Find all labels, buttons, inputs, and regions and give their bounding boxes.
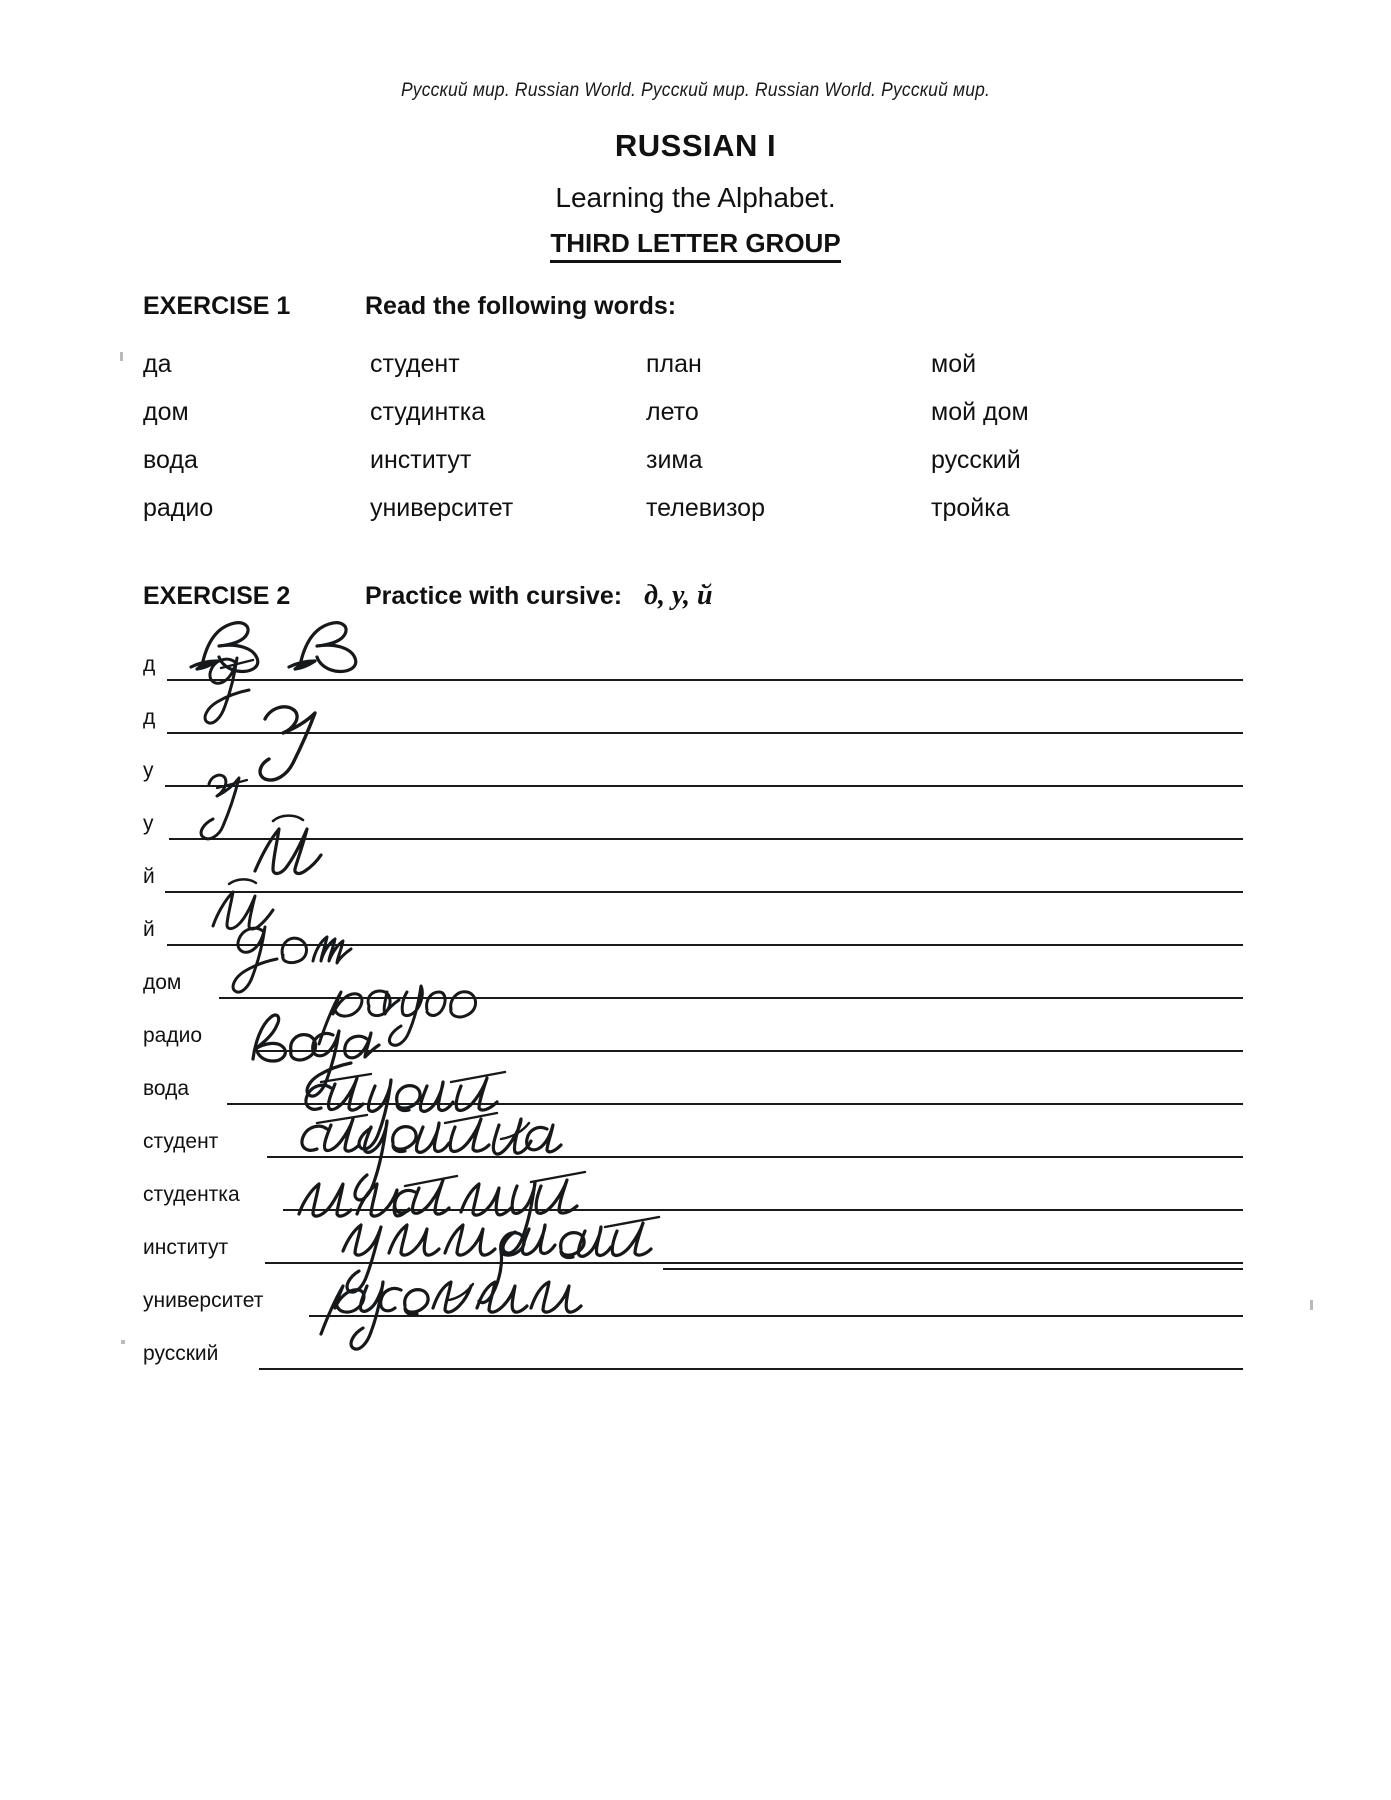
word-row [143,496,1243,544]
practice-line[interactable] [143,999,1243,1052]
word-cell: университет [370,494,514,522]
practice-line[interactable] [143,1264,1243,1317]
word-cell: студент [370,350,460,378]
scan-speck [1310,1300,1313,1310]
practice-line-label: институт [143,1236,229,1259]
practice-line[interactable] [143,1105,1243,1158]
word-cell: русский [931,446,1021,474]
practice-line-label: у [143,812,154,835]
practice-line[interactable] [143,1317,1243,1370]
running-header: Русский мир. Russian World. Русский мир. Russian World. Русский мир. [400,80,991,101]
practice-line[interactable] [143,840,1243,893]
practice-line-label: студент [143,1130,219,1153]
handwriting-ink [185,615,385,685]
word-cell: мой дом [931,398,1029,426]
exercise-1-instruction: Read the following words: [365,292,677,320]
word-cell: план [646,350,702,378]
word-list-grid [143,352,1243,544]
exercise-2-instruction: Practice with cursive: [365,582,623,610]
word-cell: институт [370,446,472,474]
practice-lines [143,628,1243,1370]
practice-line[interactable] [143,734,1243,787]
practice-line[interactable] [143,681,1243,734]
scan-speck [120,352,123,361]
practice-line[interactable] [143,893,1243,946]
practice-line-label: русский [143,1342,219,1365]
practice-line[interactable] [143,1052,1243,1105]
exercise-2-label: EXERCISE 2 [143,582,291,610]
page-subtitle: Learning the Alphabet. [555,182,836,213]
exercise-2-heading [143,580,1243,612]
practice-rule [259,1368,1243,1370]
word-cell: зима [646,446,703,474]
scan-speck [121,1340,125,1344]
word-cell: тройка [931,494,1010,522]
word-cell: да [143,350,172,378]
practice-line[interactable] [143,787,1243,840]
practice-line-label: дом [143,971,182,994]
section-title [0,228,1391,259]
practice-line[interactable] [143,1158,1243,1211]
practice-line-label: й [143,918,155,941]
word-row [143,352,1243,400]
word-row [143,448,1243,496]
practice-line-label: д [143,706,156,729]
practice-line-label: студентка [143,1183,240,1206]
word-cell: дом [143,398,189,426]
word-row [143,400,1243,448]
practice-line-label: д [143,653,156,676]
word-cell: студинтка [370,398,486,426]
word-cell: мой [931,350,977,378]
word-cell: телевизор [646,494,765,522]
exercise-1-label: EXERCISE 1 [143,292,291,320]
practice-line[interactable] [143,1211,1243,1264]
word-cell: радио [143,494,214,522]
practice-line[interactable] [143,946,1243,999]
practice-line-label: радио [143,1024,203,1047]
exercise-1-heading [143,292,1243,321]
page-title: RUSSIAN I [614,128,777,163]
practice-line-label: университет [143,1289,264,1312]
practice-line-label: у [143,759,154,782]
section-title-text: THIRD LETTER GROUP [550,228,840,263]
word-cell: вода [143,446,198,474]
cursive-letters-sample: д, у, й [644,580,713,611]
word-cell: лето [646,398,699,426]
practice-line-label: й [143,865,155,888]
practice-line-label: вода [143,1077,190,1100]
practice-line[interactable] [143,628,1243,681]
